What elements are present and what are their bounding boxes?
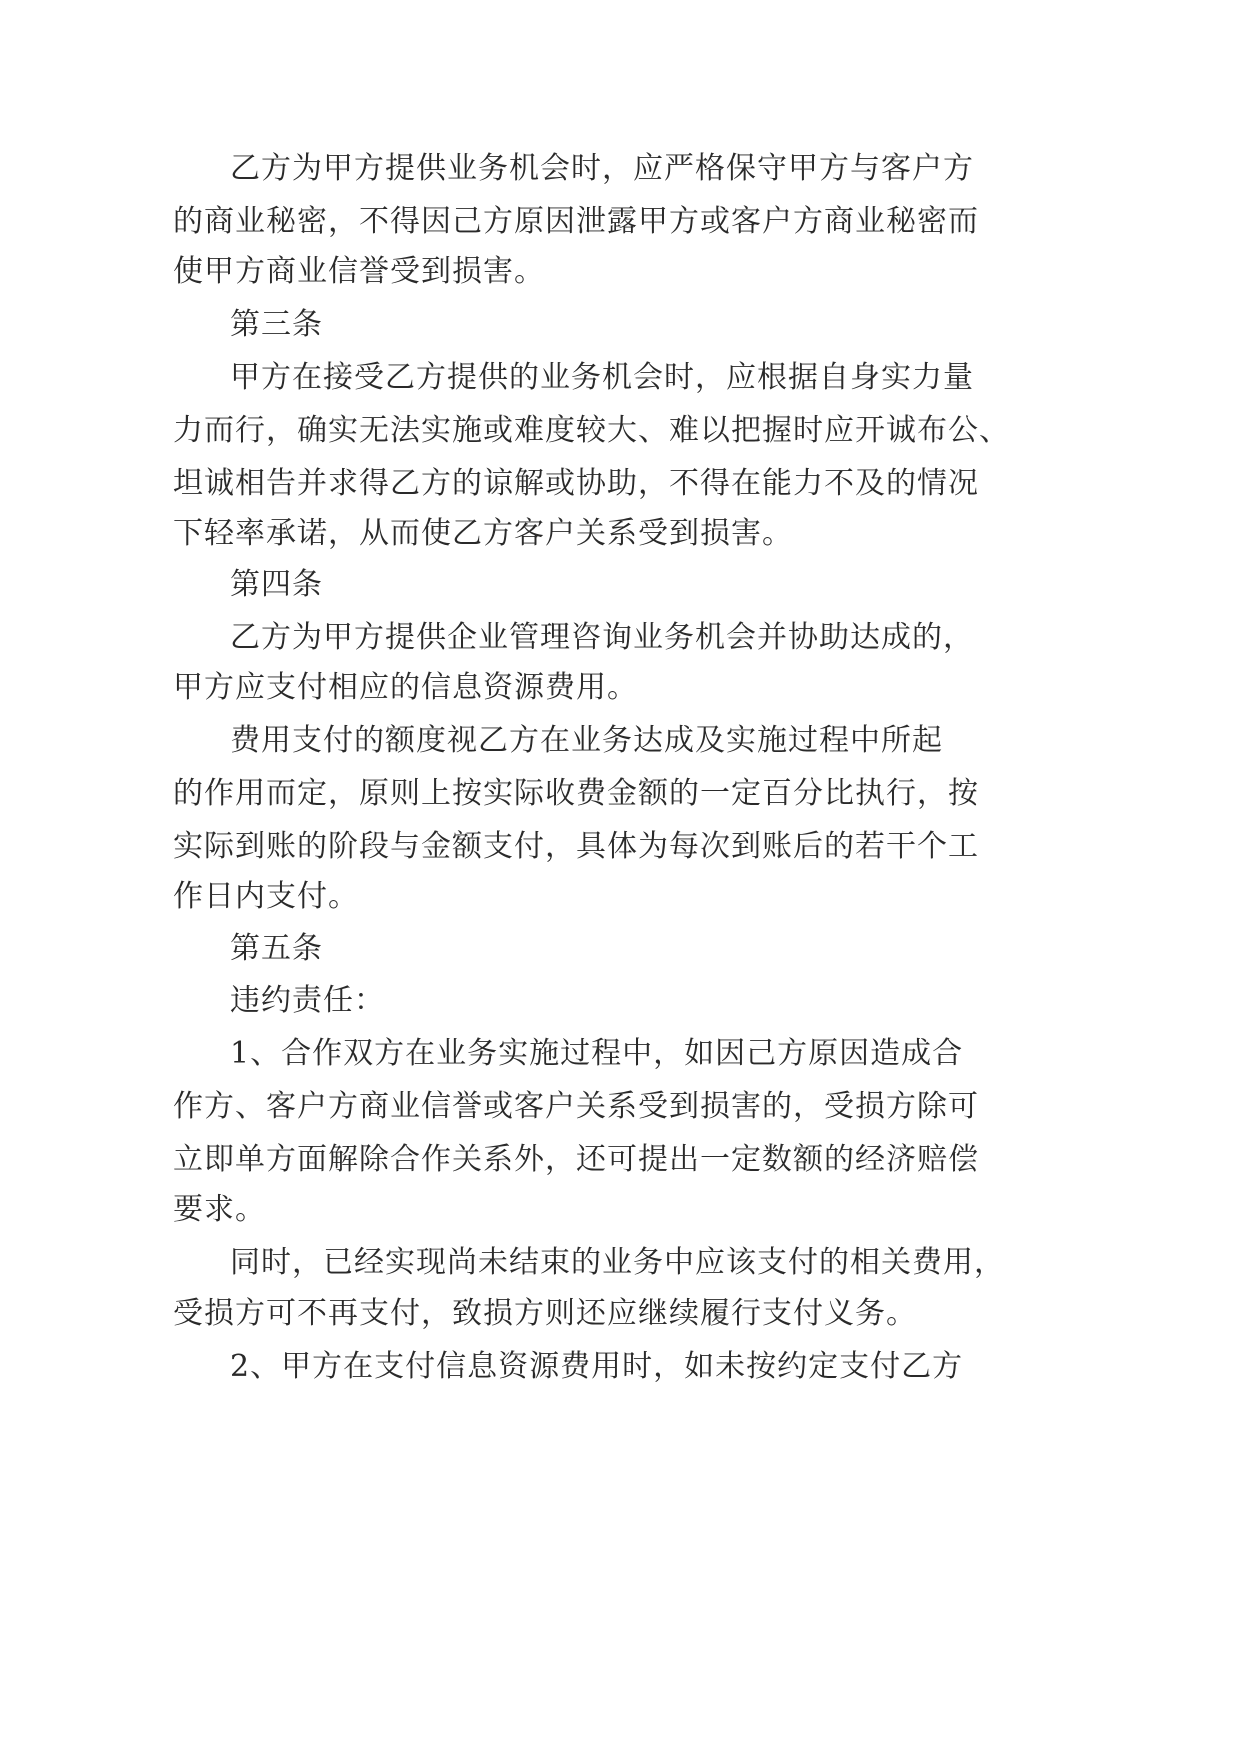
- article-heading-text: 第五条: [230, 931, 323, 966]
- paragraph-line: [0, 1235, 1241, 1291]
- paragraph-line: [0, 1026, 1241, 1082]
- text-line: 的作用而定，原则上按实际收费金额的一定百分比执行，按: [173, 776, 979, 811]
- text-line: 作日内支付。: [173, 879, 359, 914]
- article-heading: [0, 297, 1241, 353]
- article-heading-text: 第三条: [230, 307, 323, 342]
- text-line: 甲方应支付相应的信息资源费用。: [173, 670, 638, 705]
- text-line: 1、合作双方在业务实施过程中，如因己方原因造成合: [230, 1036, 964, 1071]
- paragraph-line: [0, 1132, 1241, 1188]
- paragraph-line: [0, 610, 1241, 666]
- article-heading: [0, 557, 1241, 613]
- text-line: 下轻率承诺，从而使乙方客户关系受到损害。: [173, 516, 793, 551]
- text-line: 的商业秘密，不得因己方原因泄露甲方或客户方商业秘密而: [173, 204, 979, 239]
- paragraph-line: [0, 141, 1241, 197]
- text-line: 乙方为甲方提供业务机会时，应严格保守甲方与客户方: [230, 151, 974, 186]
- paragraph-line: [0, 869, 1241, 925]
- paragraph-line: [0, 1079, 1241, 1135]
- paragraph-line: [0, 403, 1241, 459]
- paragraph-line: [0, 1182, 1241, 1238]
- text-line: 要求。: [173, 1192, 266, 1227]
- paragraph-line: [0, 819, 1241, 875]
- paragraph-line: [0, 766, 1241, 822]
- paragraph-line: [0, 1339, 1241, 1395]
- paragraph-line: [0, 456, 1241, 512]
- paragraph-line: [0, 1286, 1241, 1342]
- text-line: 立即单方面解除合作关系外，还可提出一定数额的经济赔偿: [173, 1142, 979, 1177]
- text-line: 使甲方商业信誉受到损害。: [173, 254, 545, 289]
- paragraph-line: [0, 506, 1241, 562]
- text-line: 甲方在接受乙方提供的业务机会时，应根据自身实力量: [230, 360, 974, 395]
- text-line: 力而行，确实无法实施或难度较大、难以把握时应开诚布公、: [173, 413, 1010, 448]
- paragraph-line: [0, 350, 1241, 406]
- text-line: 实际到账的阶段与金额支付，具体为每次到账后的若干个工: [173, 829, 979, 864]
- paragraph-line: [0, 713, 1241, 769]
- paragraph-line: [0, 244, 1241, 300]
- text-line: 受损方可不再支付，致损方则还应继续履行支付义务。: [173, 1296, 917, 1331]
- article-heading: [0, 921, 1241, 977]
- text-line: 2、甲方在支付信息资源费用时，如未按约定支付乙方: [230, 1349, 964, 1384]
- article-heading-text: 第四条: [230, 567, 323, 602]
- text-line: 乙方为甲方提供企业管理咨询业务机会并协助达成的，: [230, 620, 974, 655]
- text-line: 违约责任：: [230, 983, 385, 1018]
- paragraph-line: [0, 660, 1241, 716]
- paragraph-line: [0, 973, 1241, 1029]
- text-line: 费用支付的额度视乙方在业务达成及实施过程中所起: [230, 723, 943, 758]
- text-line: 作方、客户方商业信誉或客户关系受到损害的，受损方除可: [173, 1089, 979, 1124]
- paragraph-line: [0, 194, 1241, 250]
- text-line: 坦诚相告并求得乙方的谅解或协助，不得在能力不及的情况: [173, 466, 979, 501]
- text-line: 同时，已经实现尚未结束的业务中应该支付的相关费用，: [230, 1245, 1005, 1280]
